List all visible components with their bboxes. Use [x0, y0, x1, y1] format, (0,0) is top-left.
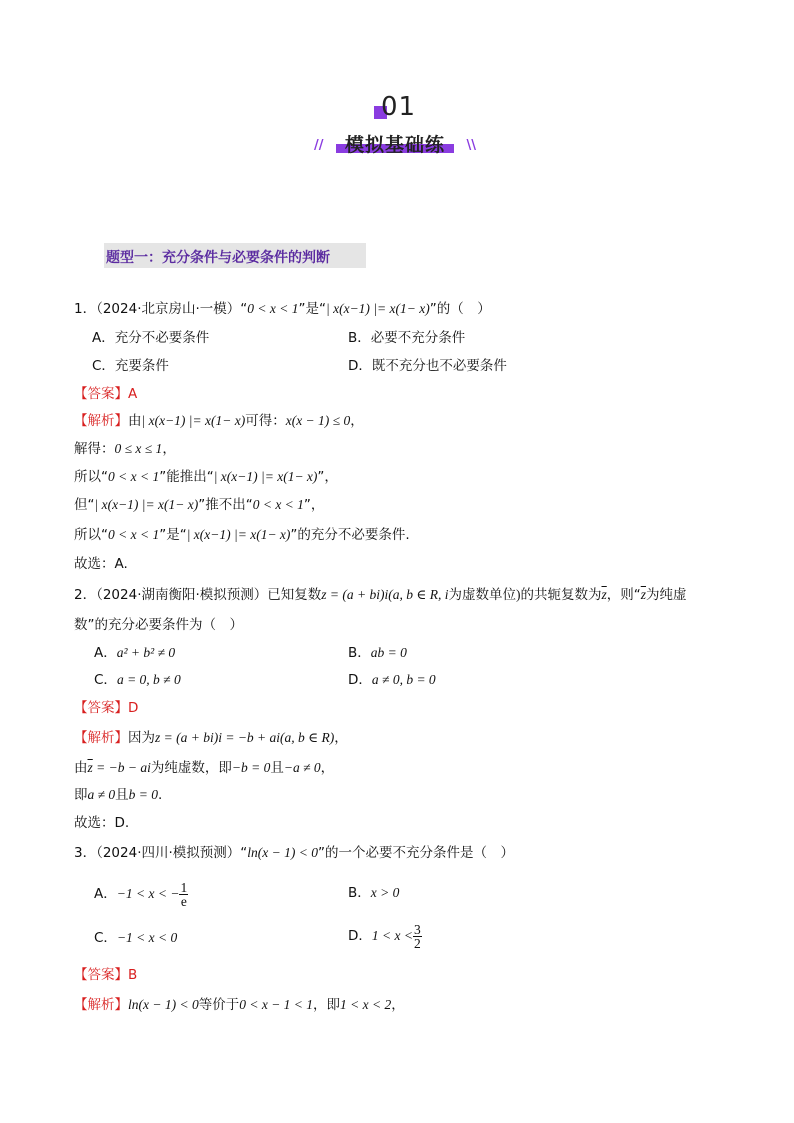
text: 可得： — [245, 413, 286, 429]
math: −a ≠ 0 — [283, 760, 321, 775]
numerator: 1 — [180, 879, 188, 895]
q1-stem — [74, 300, 491, 318]
text: C． — [94, 930, 117, 946]
math: b = 0 — [128, 787, 159, 802]
math: $\overline{z}$ — [640, 587, 647, 602]
q2-explanation-line — [74, 759, 334, 777]
text: 2．（2024·湖南衡阳·模拟预测）已知复数 — [74, 587, 322, 603]
math: = −b − ai — [92, 760, 151, 775]
text: A． — [94, 645, 117, 661]
math: $\overline{z}$ — [601, 587, 607, 602]
text: ，则“ — [606, 587, 641, 603]
math: 0 < x − 1 < 1 — [239, 997, 314, 1012]
text: ， — [162, 441, 176, 457]
section-number-badge — [372, 92, 422, 122]
text: ”能推出“ — [159, 469, 214, 485]
text: . — [158, 787, 163, 803]
q2-explanation-line — [74, 786, 162, 804]
math: a = 0, b ≠ 0 — [116, 672, 181, 687]
math: 1 < x < — [371, 928, 413, 943]
q3-option-c — [94, 929, 177, 947]
math: z = (a + bi)i = −b + ai(a, b ∈ R) — [155, 730, 335, 745]
text: 且 — [270, 760, 284, 776]
q2-explanation-line — [74, 729, 348, 747]
text: 为纯虚数，即 — [150, 760, 232, 776]
math: z = (a + bi)i(a, b ∈ R, i — [321, 587, 449, 602]
q1-option-a: A．充分不必要条件 — [92, 330, 210, 346]
math: ln(x − 1) < 0 — [247, 845, 318, 860]
math: 0 < x < 1 — [252, 497, 304, 512]
answer-value: D — [128, 700, 139, 716]
q3-option-b — [348, 882, 399, 904]
math: a² + b² ≠ 0 — [116, 645, 176, 660]
title-deco-right: \\ — [466, 138, 476, 153]
denominator: 2 — [414, 935, 421, 951]
text: ， — [350, 413, 364, 429]
text: ， — [391, 997, 405, 1013]
text: D． — [348, 928, 372, 944]
text: 等价于 — [198, 997, 240, 1013]
q1-stem-text: 1．（2024·北京房山·一模）“ — [74, 301, 248, 317]
text: 由 — [74, 760, 88, 776]
q1-stem-math: | x(x−1) |= x(1− x) — [326, 301, 430, 316]
text: A． — [94, 886, 117, 902]
answer-value: A — [128, 386, 138, 402]
math: | x(x−1) |= x(1− x) — [94, 497, 199, 512]
text: ， — [334, 730, 348, 746]
text: 所以“ — [74, 527, 108, 543]
text: ”的一个必要不充分条件是（ ） — [318, 845, 514, 861]
q1-stem-text: ”的（ ） — [429, 301, 491, 317]
math: 0 < x < 1 — [108, 527, 160, 542]
text: 因为 — [128, 730, 155, 746]
text: 由 — [128, 413, 142, 429]
math: ln(x − 1) < 0 — [128, 997, 199, 1012]
fraction — [413, 923, 422, 950]
text: B． — [348, 885, 371, 901]
text: 为纯虚 — [646, 587, 687, 603]
text: 但“ — [74, 497, 95, 513]
title-deco-left: // — [314, 138, 324, 153]
explanation-tag: 【解析】 — [74, 997, 128, 1013]
text: C． — [94, 672, 117, 688]
q3-option-d — [348, 922, 422, 950]
math: 1 < x < 2 — [340, 997, 392, 1012]
q2-option-c — [94, 671, 181, 689]
math: x(x − 1) ≤ 0 — [285, 413, 351, 428]
math: $\overline{z}$ — [87, 760, 93, 775]
text: ”是“ — [159, 527, 187, 543]
math: 0 < x < 1 — [108, 469, 160, 484]
q3-explanation-line — [74, 996, 405, 1014]
q1-conclusion: 故选：A. — [74, 556, 128, 572]
text: ， — [320, 760, 335, 776]
math: | x(x−1) |= x(1− x) — [141, 413, 246, 428]
math: x > 0 — [370, 885, 400, 900]
numerator: 3 — [414, 921, 421, 937]
q1-stem-text: ”是“ — [298, 301, 326, 317]
text: ”推不出“ — [198, 497, 253, 513]
q1-answer — [74, 385, 137, 403]
q1-explanation-line — [74, 526, 410, 544]
q1-stem-math: 0 < x < 1 — [247, 301, 299, 316]
page-title: 模拟基础练 — [344, 134, 445, 156]
explanation-tag: 【解析】 — [74, 730, 128, 746]
q3-option-a — [94, 880, 188, 908]
text: ”的充分不必要条件. — [290, 527, 410, 543]
math: ab = 0 — [370, 645, 407, 660]
section-heading — [104, 243, 366, 268]
text: ”， — [317, 469, 338, 485]
section-heading-text: 题型一：充分条件与必要条件的判断 — [106, 250, 330, 266]
math: −1 < x < − — [116, 886, 180, 901]
math: a ≠ 0 — [87, 787, 116, 802]
text: 所以“ — [74, 469, 108, 485]
text: 且 — [115, 787, 129, 803]
q2-answer — [74, 699, 138, 717]
denominator: e — [180, 893, 187, 909]
q1-explanation-line — [74, 440, 176, 458]
q2-option-d — [348, 671, 436, 689]
text: B． — [348, 645, 371, 661]
text: 的共轭复数为 — [520, 587, 602, 603]
q1-option-c: C．充要条件 — [92, 358, 169, 374]
text: 解得： — [74, 441, 115, 457]
q2-option-a — [94, 644, 175, 662]
q2-conclusion: 故选：D. — [74, 815, 130, 831]
answer-tag: 【答案】 — [74, 700, 128, 716]
math: −b = 0 — [231, 760, 271, 775]
math: | x(x−1) |= x(1− x) — [186, 527, 291, 542]
text: 即 — [74, 787, 88, 803]
math: a ≠ 0, b = 0 — [371, 672, 436, 687]
explanation-tag: 【解析】 — [74, 413, 128, 429]
answer-tag: 【答案】 — [74, 386, 128, 402]
page-title-block — [312, 130, 478, 158]
q2-option-b — [348, 644, 407, 662]
answer-value: B — [128, 967, 138, 983]
math: 0 ≤ x ≤ 1 — [114, 441, 163, 456]
section-number: 01 — [381, 92, 417, 122]
q2-stem-line2: 数”的充分必要条件为（ ） — [74, 617, 243, 633]
math: | x(x−1) |= x(1− x) — [213, 469, 318, 484]
text: ，即 — [313, 997, 341, 1013]
text: D． — [348, 672, 372, 688]
q1-option-d: D．既不充分也不必要条件 — [348, 358, 507, 374]
math: −1 < x < 0 — [116, 930, 178, 945]
text: ”， — [303, 497, 325, 513]
answer-tag: 【答案】 — [74, 967, 128, 983]
q1-option-b: B．必要不充分条件 — [348, 330, 466, 346]
text: 为虚数单位 — [448, 587, 516, 603]
math: ) — [515, 587, 521, 602]
q3-answer — [74, 966, 137, 984]
q1-explanation-line — [74, 412, 364, 430]
q1-explanation-line — [74, 496, 324, 514]
fraction — [179, 881, 188, 908]
q2-stem — [74, 586, 687, 604]
q1-explanation-line — [74, 468, 338, 486]
q3-stem — [74, 844, 514, 862]
text: 3．（2024·四川·模拟预测）“ — [74, 845, 248, 861]
